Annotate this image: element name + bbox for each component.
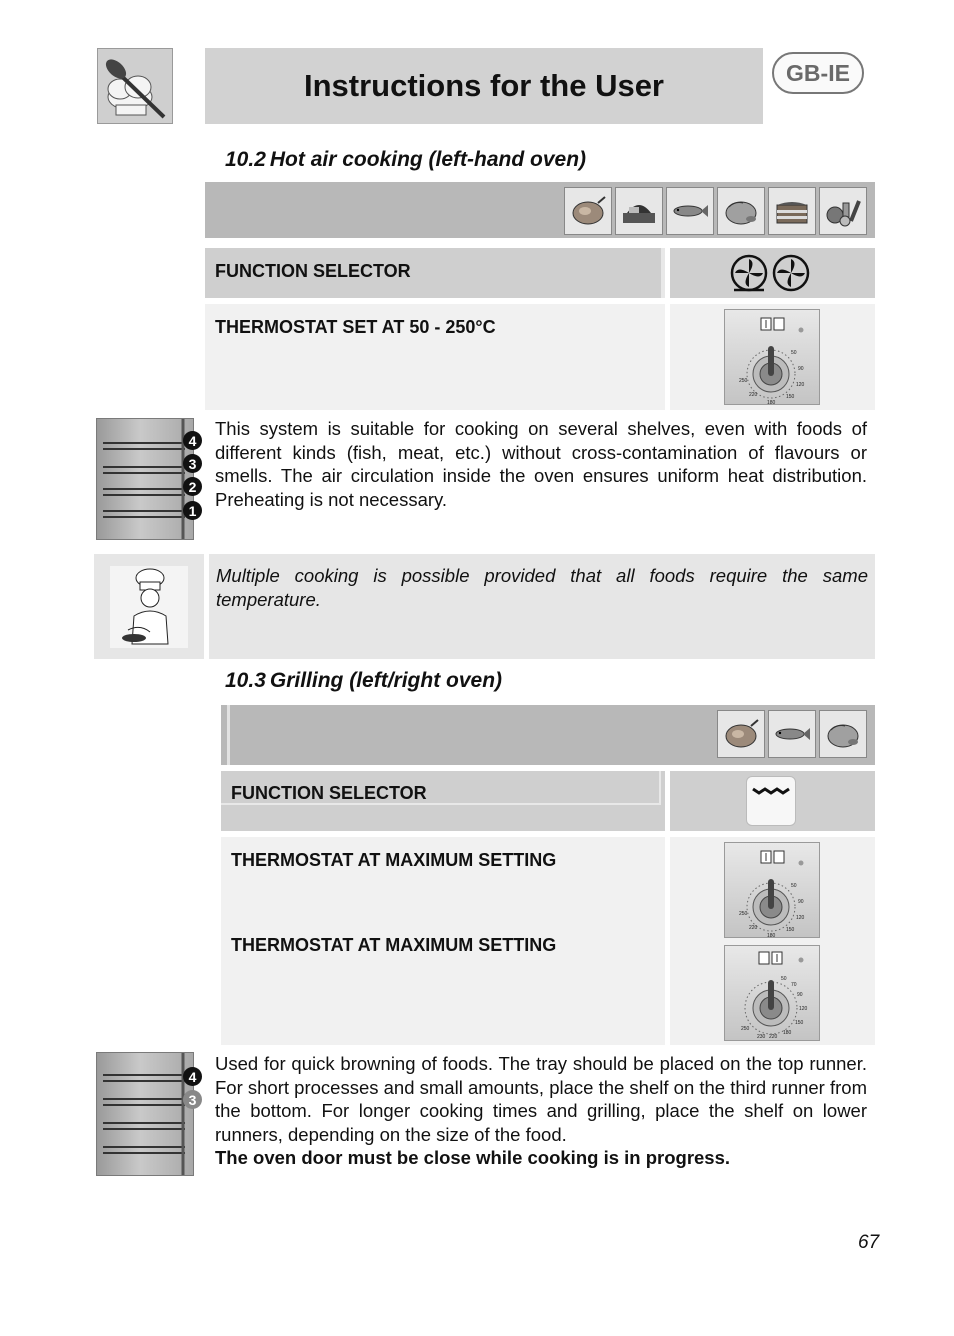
section-heading: Grilling (left/right oven) xyxy=(269,669,503,692)
poultry-icon xyxy=(717,187,765,235)
function-symbol-cell-grill xyxy=(670,771,875,831)
knob-scale-label: 230 xyxy=(757,1034,766,1040)
vegetables-icon xyxy=(819,187,867,235)
knob-scale-label: 180 xyxy=(767,933,776,939)
thermostat-knob-cell-hot-air xyxy=(670,304,875,410)
oven-shelves-icon xyxy=(97,1053,194,1176)
knob-scale-label: 150 xyxy=(795,1020,804,1026)
shelf-level-badge: 4 xyxy=(183,1067,202,1086)
tip-text: Multiple cooking is possible provided that all foods require the same temperature. xyxy=(216,565,868,610)
knob-scale-label: 120 xyxy=(799,1006,808,1012)
thermostat-label-2: THERMOSTAT AT MAXIMUM SETTING xyxy=(231,935,557,955)
knob-scale-label: 90 xyxy=(798,899,804,905)
knob-scale-label: 90 xyxy=(798,366,804,372)
knob-scale-label: 70 xyxy=(791,982,797,988)
knob-scale-label: 150 xyxy=(786,927,795,933)
knob-scale-label: 250 xyxy=(739,911,748,917)
hot-air-description: This system is suitable for cooking on several shelves, even with foods of different kinds (fish, meat, etc.) without cross-contamination of flavours or smells. The air circulation inside the oven ensures uniform heat distribution. Preheating is not necessary. xyxy=(215,418,867,510)
thermostat-row-grill xyxy=(221,837,665,1045)
knob-scale-label: 220 xyxy=(769,1034,778,1040)
shelf-level-badge: 3 xyxy=(183,1090,202,1109)
poultry-icon xyxy=(819,710,867,758)
section-number: 10.3 xyxy=(225,669,266,692)
thermostat-knob-panel-2 xyxy=(724,945,820,1041)
function-selector-row-grill xyxy=(221,771,665,831)
fan-with-bottom-heater-icon xyxy=(730,254,768,292)
function-selector-label: FUNCTION SELECTOR xyxy=(231,783,427,803)
shelf-level-badge: 1 xyxy=(183,501,202,520)
tip-box xyxy=(209,554,875,659)
section-title-grill xyxy=(225,669,502,693)
knob-scale-label: 120 xyxy=(796,382,805,388)
country-badge: GB-IE xyxy=(772,52,864,94)
knob-scale-label: 180 xyxy=(783,1030,792,1036)
function-selector-row-hot-air xyxy=(205,248,665,298)
thermostat-knob-panel xyxy=(724,309,820,405)
knob-scale-label: 250 xyxy=(741,1026,750,1032)
fish-icon xyxy=(768,710,816,758)
oven-shelves-illustration-grill xyxy=(96,1052,194,1176)
thermostat-label-1: THERMOSTAT AT MAXIMUM SETTING xyxy=(231,850,557,870)
food-icons-row xyxy=(564,187,867,235)
logo xyxy=(97,48,173,124)
header-bar xyxy=(205,48,763,124)
food-icons-band-grill xyxy=(221,705,875,765)
knob-scale-label: 150 xyxy=(786,394,795,400)
grill-warning: The oven door must be close while cooking is in progress. xyxy=(215,1147,731,1168)
section-heading: Hot air cooking (left-hand oven) xyxy=(269,148,587,171)
thermostat-knob-icon xyxy=(725,843,821,939)
knob-scale-label: 250 xyxy=(739,378,748,384)
function-symbol-cell-hot-air xyxy=(670,248,875,298)
page-number: 67 xyxy=(858,1232,880,1253)
knob-scale-label: 90 xyxy=(797,992,803,998)
thermostat-label: THERMOSTAT SET AT 50 - 250°C xyxy=(215,317,496,337)
knob-scale-label: 220 xyxy=(749,392,758,398)
thermostat-knob-cell-grill xyxy=(670,837,875,1045)
grill-description-block xyxy=(215,1052,867,1170)
thermostat-knob-panel-1 xyxy=(724,842,820,938)
bread-icon xyxy=(615,187,663,235)
shelf-level-badge: 4 xyxy=(183,431,202,450)
oven-shelves-icon xyxy=(97,419,194,540)
page-title: Instructions for the User xyxy=(304,68,664,103)
knob-scale-label: 180 xyxy=(767,400,776,406)
thermostat-knob-icon xyxy=(725,310,821,406)
grill-element-icon xyxy=(747,777,797,827)
meat-icon xyxy=(564,187,612,235)
shelf-level-badge: 3 xyxy=(183,454,202,473)
chef-icon xyxy=(110,566,188,648)
shelf-level-badge: 2 xyxy=(183,477,202,496)
oven-shelves-illustration xyxy=(96,418,194,540)
knob-scale-label: 50 xyxy=(791,883,797,889)
knob-scale-label: 50 xyxy=(791,350,797,356)
function-selector-label: FUNCTION SELECTOR xyxy=(215,261,411,281)
food-icons-row-grill xyxy=(717,710,867,758)
thermostat-knob-icon xyxy=(725,946,821,1042)
cake-icon xyxy=(768,187,816,235)
grill-description: Used for quick browning of foods. The tray should be placed on the top runner. For short processes and small amounts, place the shelf on the third runner from the bottom. For longer cooking times and grilling, place the shelf on lower runners, depending on the size of the food. xyxy=(215,1053,867,1145)
tip-icon-cell xyxy=(94,554,204,659)
section-number: 10.2 xyxy=(225,148,266,171)
food-icons-band xyxy=(205,182,875,242)
knob-scale-label: 120 xyxy=(796,915,805,921)
thermostat-row-hot-air xyxy=(205,304,665,410)
fish-icon xyxy=(666,187,714,235)
fan-icon xyxy=(772,254,810,292)
section-title-hot-air xyxy=(225,148,586,172)
meat-icon xyxy=(717,710,765,758)
chef-spoon-icon xyxy=(98,49,173,124)
knob-scale-label: 220 xyxy=(749,925,758,931)
knob-scale-label: 50 xyxy=(781,976,787,982)
